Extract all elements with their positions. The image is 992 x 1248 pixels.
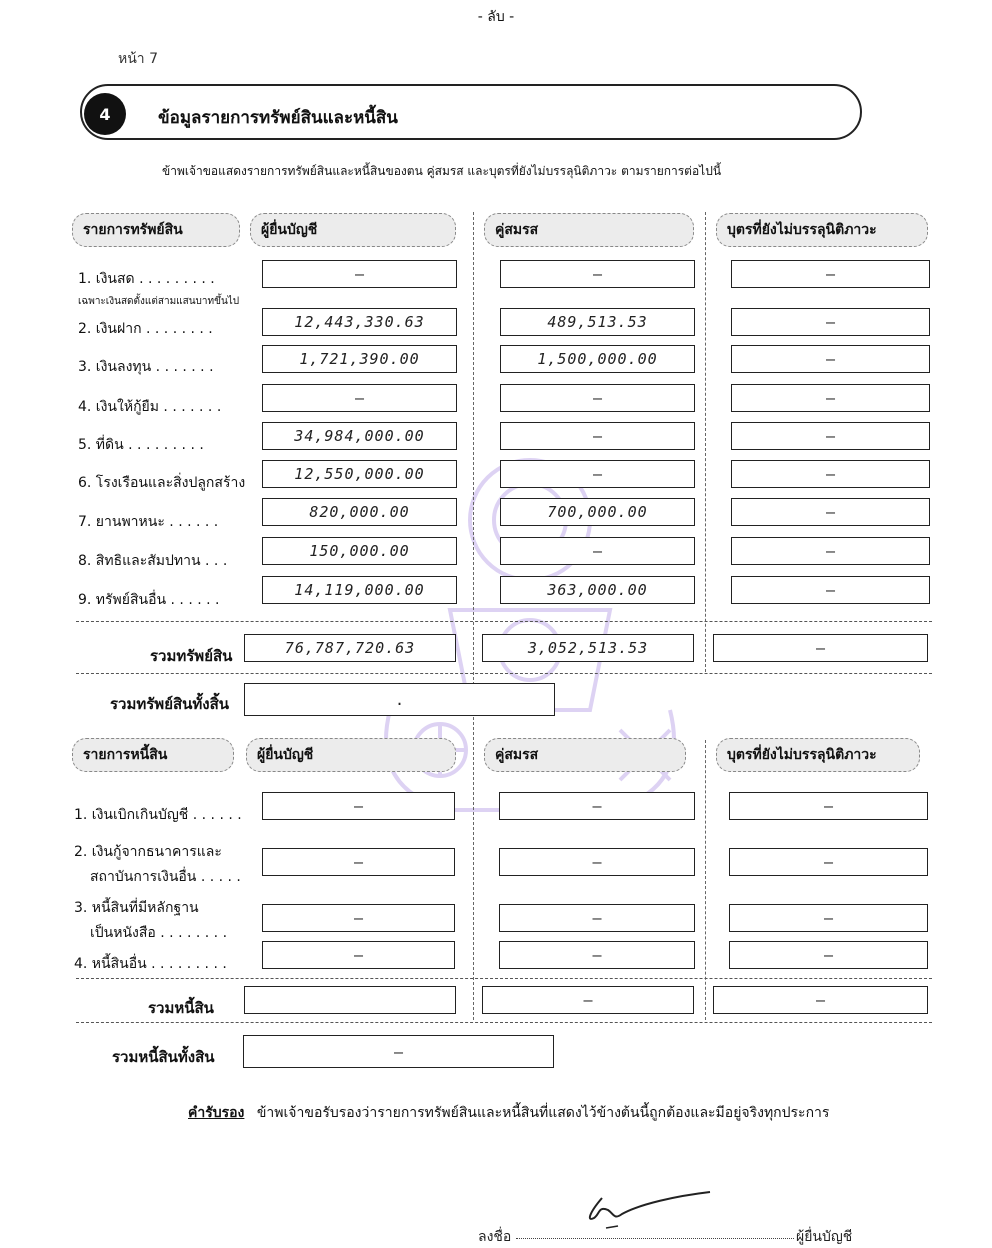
liability-documented-spouse: – xyxy=(499,904,695,932)
column-separator xyxy=(473,212,474,1020)
page-number: หน้า 7 xyxy=(118,51,159,67)
asset-vehicles-spouse: 700,000.00 xyxy=(500,498,695,526)
divider xyxy=(76,1022,932,1023)
divider xyxy=(76,978,932,979)
assets-total-filer: 76,787,720.63 xyxy=(244,634,456,662)
signature-line xyxy=(516,1238,794,1239)
asset-label-investment: 3. เงินลงทุน . . . . . . . xyxy=(78,359,214,375)
liability-other-spouse: – xyxy=(499,941,695,969)
asset-cash-children: – xyxy=(731,260,930,288)
assets-total-label: รวมทรัพย์สิน xyxy=(150,647,233,665)
asset-buildings-filer: 12,550,000.00 xyxy=(262,460,457,488)
asset-land-spouse: – xyxy=(500,422,695,450)
liability-label-overdraft: 1. เงินเบิกเกินบัญชี . . . . . . xyxy=(74,807,242,823)
liability-documented-children: – xyxy=(729,904,928,932)
certification xyxy=(188,1102,829,1124)
asset-rights-children: – xyxy=(731,537,930,565)
column-separator xyxy=(705,212,706,672)
asset-label-rights: 8. สิทธิและสัมปทาน . . . xyxy=(78,553,228,569)
liabilities-header-spouse: คู่สมรส xyxy=(484,738,686,772)
liabilities-grand-total-label: รวมหนี้สินทั้งสิน xyxy=(112,1048,215,1066)
asset-deposit-spouse: 489,513.53 xyxy=(500,308,695,336)
sign-label: ลงชื่อ xyxy=(478,1229,512,1245)
asset-rights-spouse: – xyxy=(500,537,695,565)
asset-vehicles-filer: 820,000.00 xyxy=(262,498,457,526)
asset-other-children: – xyxy=(731,576,930,604)
liability-bank-loans-filer: – xyxy=(262,848,455,876)
asset-land-children: – xyxy=(731,422,930,450)
assets-header-spouse: คู่สมรส xyxy=(484,213,694,247)
liabilities-total-label: รวมหนี้สิน xyxy=(148,999,214,1017)
liabilities-header-filer: ผู้ยื่นบัญชี xyxy=(246,738,456,772)
liability-label-bank-loans-line2: สถาบันการเงินอื่น . . . . . xyxy=(90,869,241,885)
liabilities-total-spouse: – xyxy=(482,986,694,1014)
signer-role-label: ผู้ยื่นบัญชี xyxy=(796,1229,853,1245)
liability-overdraft-spouse: – xyxy=(499,792,695,820)
cash-note: เฉพาะเงินสดตั้งแต่สามแสนบาทขึ้นไป xyxy=(78,296,240,307)
asset-cash-filer: – xyxy=(262,260,457,288)
liability-label-documented-line2: เป็นหนังสือ . . . . . . . . xyxy=(90,925,228,941)
liabilities-grand-total-value: – xyxy=(243,1035,554,1068)
asset-label-vehicles: 7. ยานพาหนะ . . . . . . xyxy=(78,514,219,530)
asset-vehicles-children: – xyxy=(731,498,930,526)
assets-total-spouse: 3,052,513.53 xyxy=(482,634,694,662)
asset-label-deposit: 2. เงินฝาก . . . . . . . . xyxy=(78,321,213,337)
asset-investment-spouse: 1,500,000.00 xyxy=(500,345,695,373)
liability-bank-loans-spouse: – xyxy=(499,848,695,876)
assets-total-children: – xyxy=(713,634,928,662)
assets-header-item: รายการทรัพย์สิน xyxy=(72,213,240,247)
asset-buildings-children: – xyxy=(731,460,930,488)
certification-text: ข้าพเจ้าขอรับรองว่ารายการทรัพย์สินและหนี้สินที่แสดงไว้ข้างต้นนี้ถูกต้องและมีอยู่จริงทุกประการ xyxy=(256,1105,830,1121)
asset-rights-filer: 150,000.00 xyxy=(262,537,457,565)
assets-grand-total-value: . xyxy=(244,683,555,716)
liabilities-header-item: รายการหนี้สิน xyxy=(72,738,234,772)
asset-label-buildings: 6. โรงเรือนและสิ่งปลูกสร้าง xyxy=(78,475,246,491)
assets-header-filer: ผู้ยื่นบัญชี xyxy=(250,213,456,247)
asset-label-other: 9. ทรัพย์สินอื่น . . . . . . xyxy=(78,592,220,608)
asset-land-filer: 34,984,000.00 xyxy=(262,422,457,450)
asset-deposit-filer: 12,443,330.63 xyxy=(262,308,457,336)
liability-label-other: 4. หนี้สินอื่น . . . . . . . . . xyxy=(74,956,227,972)
assets-grand-total-label: รวมทรัพย์สินทั้งสิ้น xyxy=(110,695,230,713)
liability-documented-filer: – xyxy=(262,904,455,932)
asset-label-land: 5. ที่ดิน . . . . . . . . . xyxy=(78,437,204,453)
asset-investment-children: – xyxy=(731,345,930,373)
divider xyxy=(76,673,932,674)
asset-loans-filer: – xyxy=(262,384,457,412)
section-number-badge: 4 xyxy=(84,93,126,135)
section-intro: ข้าพเจ้าขอแสดงรายการทรัพย์สินและหนี้สินของตน คู่สมรส และบุตรที่ยังไม่บรรลุนิติภาวะ ตามรายการต่อไปนี้ xyxy=(162,164,722,178)
asset-loans-spouse: – xyxy=(500,384,695,412)
assets-header-children: บุตรที่ยังไม่บรรลุนิติภาวะ xyxy=(716,213,928,247)
liability-other-children: – xyxy=(729,941,928,969)
liability-label-documented: 3. หนี้สินที่มีหลักฐาน xyxy=(74,900,199,916)
asset-cash-spouse: – xyxy=(500,260,695,288)
asset-buildings-spouse: – xyxy=(500,460,695,488)
classification-label: - ลับ - xyxy=(477,9,515,25)
asset-other-spouse: 363,000.00 xyxy=(500,576,695,604)
divider xyxy=(76,621,932,622)
liability-bank-loans-children: – xyxy=(729,848,928,876)
liability-overdraft-children: – xyxy=(729,792,928,820)
liability-label-bank-loans: 2. เงินกู้จากธนาคารและ xyxy=(74,844,222,860)
liabilities-header-children: บุตรที่ยังไม่บรรลุนิติภาวะ xyxy=(716,738,920,772)
liabilities-total-filer xyxy=(244,986,456,1014)
asset-deposit-children: – xyxy=(731,308,930,336)
liability-other-filer: – xyxy=(262,941,455,969)
certification-title: คำรับรอง xyxy=(188,1105,245,1121)
asset-other-filer: 14,119,000.00 xyxy=(262,576,457,604)
liability-overdraft-filer: – xyxy=(262,792,455,820)
asset-label-cash: 1. เงินสด . . . . . . . . . xyxy=(78,271,215,287)
liabilities-total-children: – xyxy=(713,986,928,1014)
section-title: ข้อมูลรายการทรัพย์สินและหนี้สิน xyxy=(158,108,398,128)
asset-loans-children: – xyxy=(731,384,930,412)
signature-icon xyxy=(580,1188,720,1238)
asset-label-loans: 4. เงินให้กู้ยืม . . . . . . . xyxy=(78,399,222,415)
asset-investment-filer: 1,721,390.00 xyxy=(262,345,457,373)
